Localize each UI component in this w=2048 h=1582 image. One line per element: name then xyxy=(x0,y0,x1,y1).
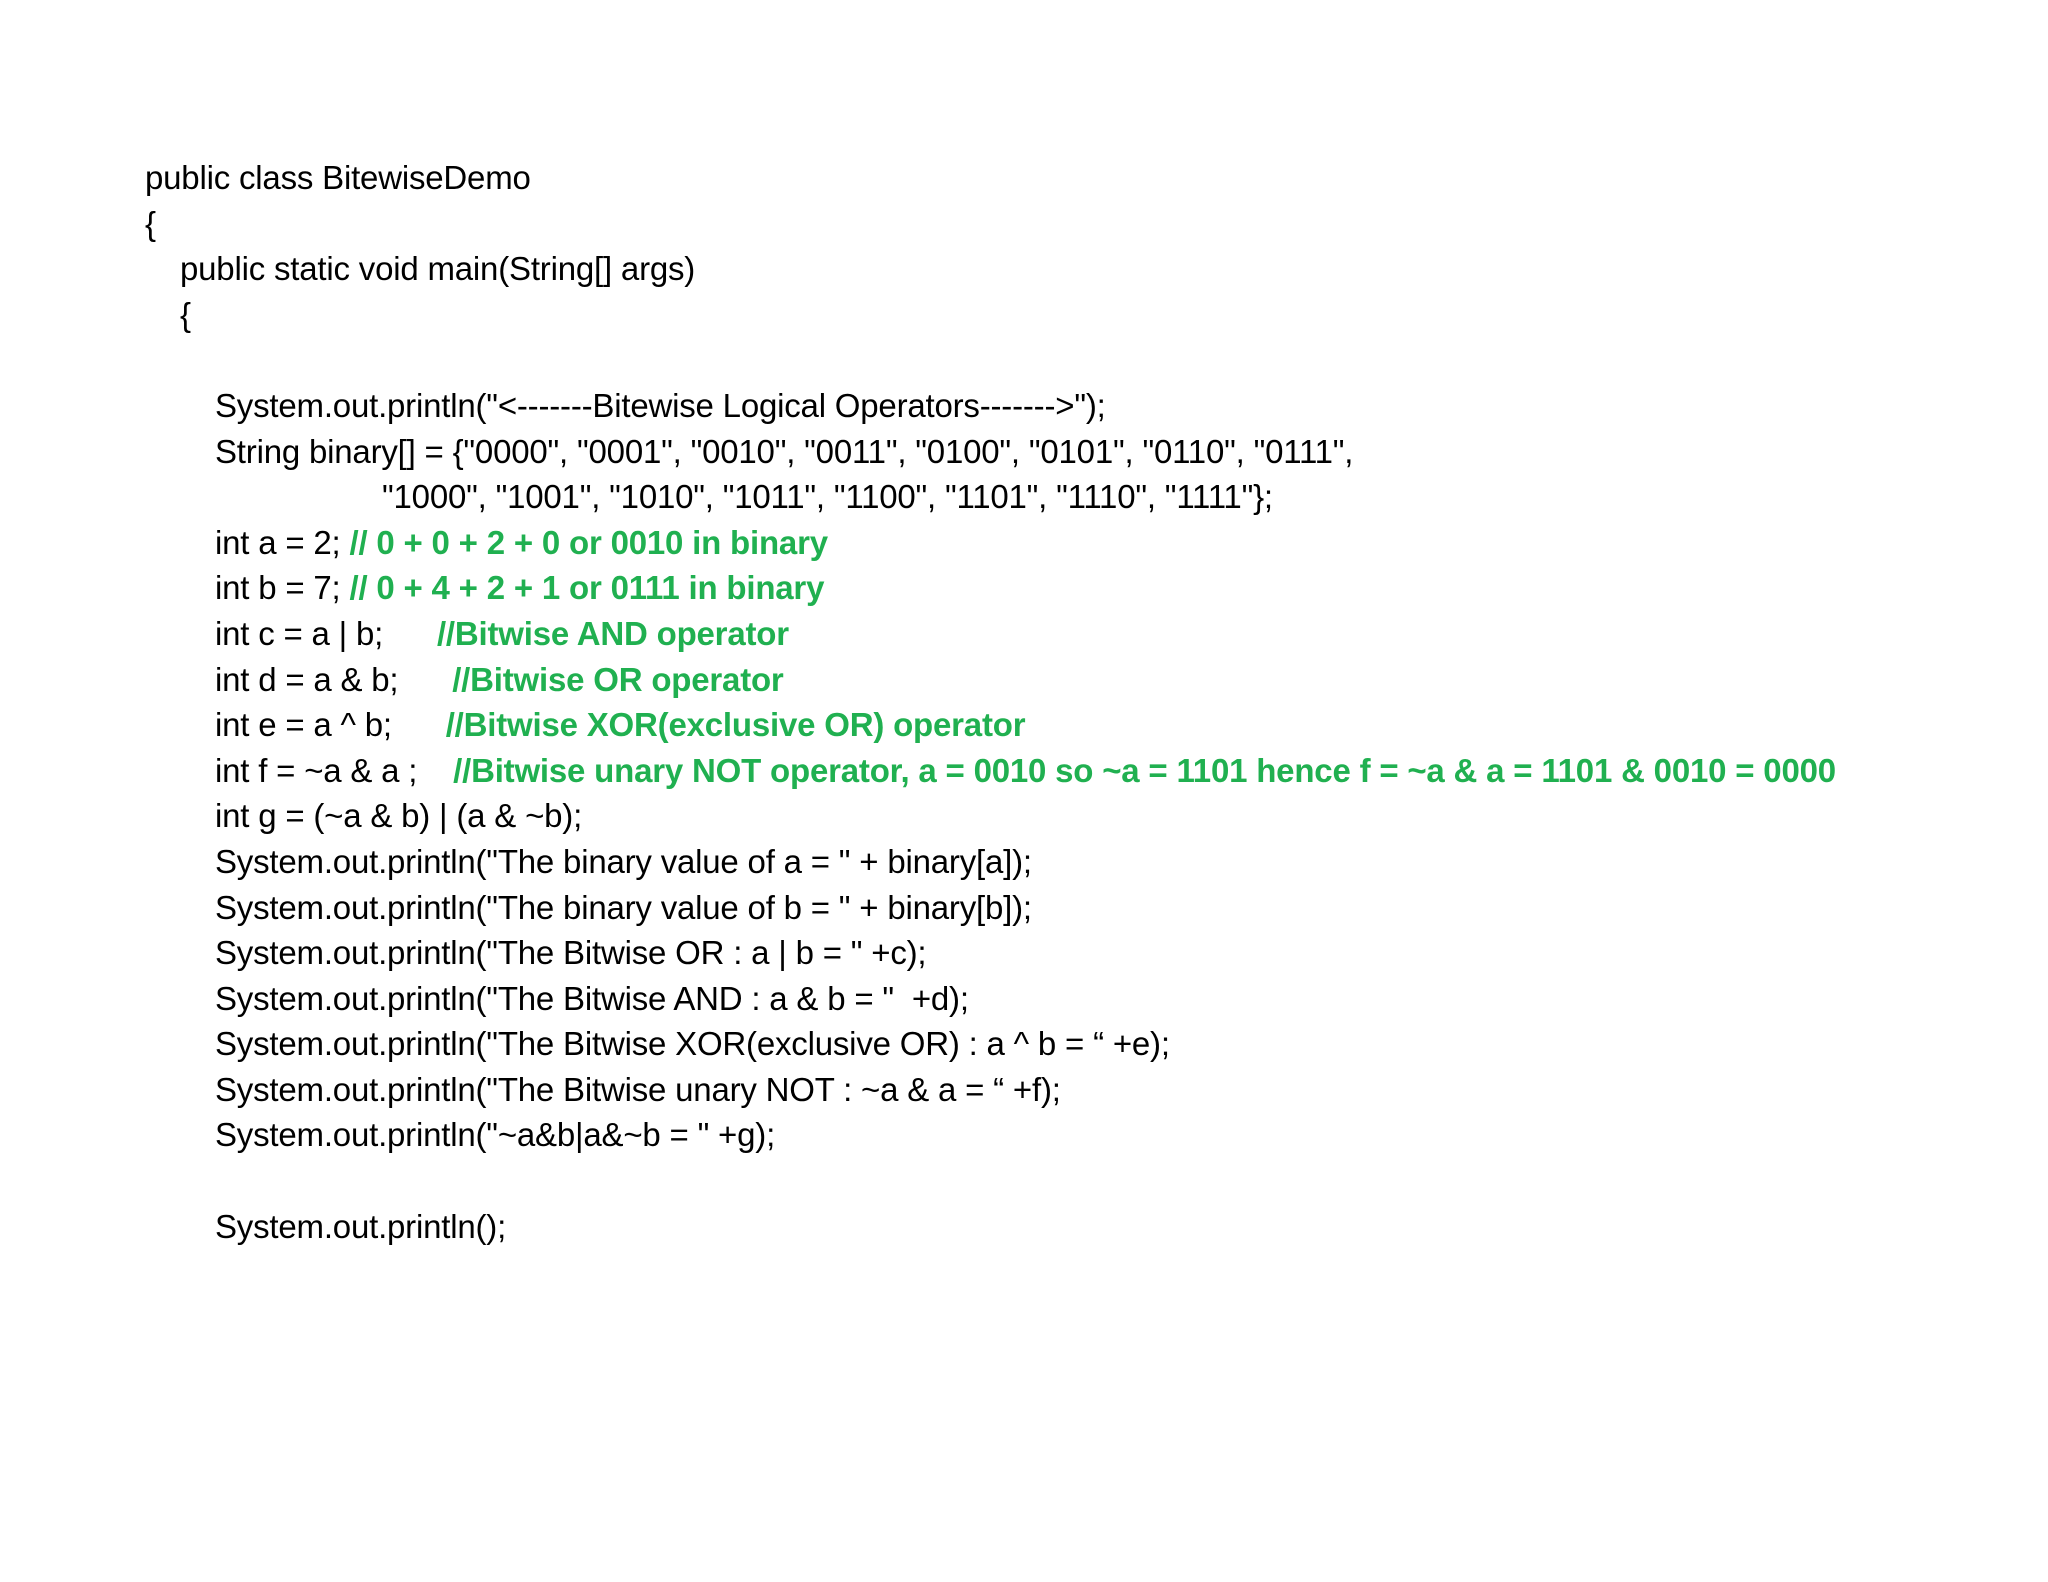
blank-line xyxy=(145,337,2025,383)
code-comment: // 0 + 0 + 2 + 0 or 0010 in binary xyxy=(349,523,828,561)
code-line-main-method: public static void main(String[] args) xyxy=(180,250,696,288)
code-text: int f = ~a & a ; xyxy=(215,751,454,789)
code-line-binary-array: String binary[] = {"0000", "0001", "0010", "0011", "0100", "0101", "0110", "0111", xyxy=(215,432,1354,470)
code-line-int-f xyxy=(145,748,2025,794)
blank-line xyxy=(145,1158,2025,1204)
code-line-print-g: System.out.println("~a&b|a&~b = " +g); xyxy=(215,1116,776,1154)
code-line-binary-array-continued: "1000", "1001", "1010", "1011", "1100", "1101", "1110", "1111"}; xyxy=(382,478,1273,516)
code-line-int-a xyxy=(145,520,2025,566)
code-line-main-open-brace: { xyxy=(180,295,191,333)
code-line-print-not: System.out.println("The Bitwise unary NOT : ~a & a = “ +f); xyxy=(215,1070,1061,1108)
code-line-print-xor: System.out.println("The Bitwise XOR(exclusive OR) : a ^ b = “ +e); xyxy=(215,1025,1170,1063)
code-line-print-a: System.out.println("The binary value of a = " + binary[a]); xyxy=(215,842,1032,880)
code-comment: //Bitwise AND operator xyxy=(436,614,789,652)
code-text: int d = a & b; xyxy=(215,660,453,698)
code-line-int-e xyxy=(145,702,2025,748)
code-line-class-open-brace: { xyxy=(145,204,156,242)
code-comment: //Bitwise unary NOT operator, a = 0010 so ~a = 1101 hence f = ~a & a = 1101 & 0010 = 0000 xyxy=(453,751,1836,789)
code-text: int c = a | b; xyxy=(215,614,437,652)
code-line-int-d xyxy=(145,657,2025,703)
code-text: int a = 2; xyxy=(215,523,350,561)
code-text: int b = 7; xyxy=(215,569,350,607)
code-line-print-title: System.out.println("<-------Bitewise Logical Operators------->"); xyxy=(215,386,1106,424)
code-text: int e = a ^ b; xyxy=(215,706,446,744)
code-line-print-or: System.out.println("The Bitwise OR : a | b = " +c); xyxy=(215,934,927,972)
code-comment: //Bitwise XOR(exclusive OR) operator xyxy=(445,706,1026,744)
java-code-listing xyxy=(145,155,2025,1249)
code-comment: //Bitwise OR operator xyxy=(452,660,784,698)
code-line-print-empty: System.out.println(); xyxy=(215,1207,507,1245)
code-line-print-and: System.out.println("The Bitwise AND : a & b = " +d); xyxy=(215,979,969,1017)
code-line-int-g: int g = (~a & b) | (a & ~b); xyxy=(215,797,583,835)
code-line-int-c xyxy=(145,611,2025,657)
code-line-int-b xyxy=(145,565,2025,611)
code-comment: // 0 + 4 + 2 + 1 or 0111 in binary xyxy=(349,569,825,607)
code-line-print-b: System.out.println("The binary value of b = " + binary[b]); xyxy=(215,888,1032,926)
code-line-class-declaration: public class BitewiseDemo xyxy=(145,159,531,196)
